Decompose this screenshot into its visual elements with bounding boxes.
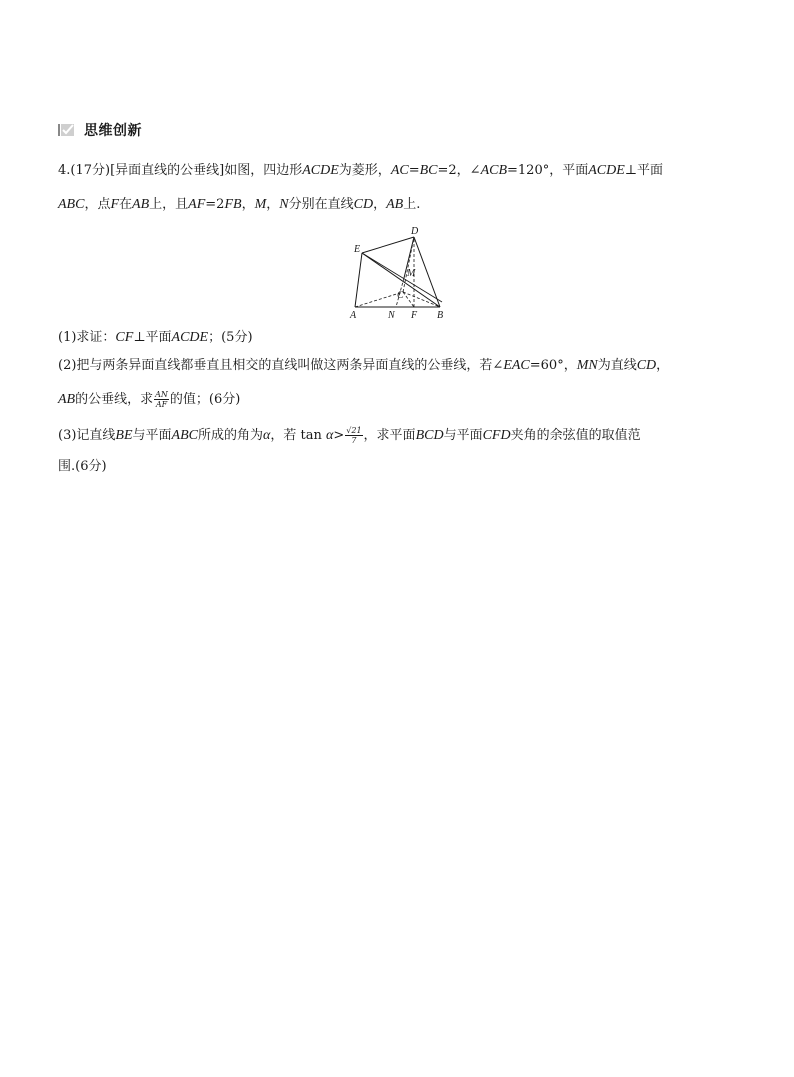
question-2-line-1: (2)把与两条异面直线都垂直且相交的直线叫做这两条异面直线的公垂线，若∠EAC=60°，MN为直线CD，: [58, 358, 670, 373]
geometry-figure: [340, 224, 460, 320]
label-b: B: [437, 310, 444, 320]
question-3-line-1: (3)记直线BE与平面ABC所成的角为α，若 tan α> $\frac{√21}{7}$ ，求平面BCD与平面CFD夹角的余弦值的取值范: [58, 426, 641, 445]
section-header: [58, 121, 142, 139]
question-2-line-2: AB的公垂线，求 $\frac{AN}{AF}$ 的值；(6分): [58, 390, 241, 409]
edge-db: [414, 237, 440, 307]
label-a: A: [350, 310, 357, 320]
label-m: M: [407, 268, 416, 279]
fraction-sqrt21-7: $\frac{√21}{7}$: [346, 426, 362, 445]
label-f: F: [411, 310, 418, 320]
edge-ac: [355, 292, 403, 307]
label-e: E: [354, 244, 361, 255]
section-title: 思维创新: [84, 123, 142, 139]
question-1: (1)求证：CF⊥平面ACDE；(5分): [58, 330, 253, 345]
problem-line-2: ABC，点F在AB上，且AF=2FB，M，N分别在直线CD，AB上.: [58, 197, 421, 212]
checkmark-icon: [58, 122, 76, 138]
problem-line-1: 4.(17分)[异面直线的公垂线]如图，四边形ACDE为菱形，AC=BC=2，∠ACB=120°，平面ACDE⊥平面: [58, 163, 664, 178]
label-n: N: [388, 310, 395, 320]
edge-ea: [355, 253, 362, 307]
edge-ed: [362, 237, 414, 253]
question-3-line-2: 围.(6分): [58, 459, 107, 474]
fraction-an-af: $\frac{AN}{AF}$: [155, 390, 168, 409]
label-c: C: [397, 290, 404, 301]
label-d: D: [411, 226, 419, 237]
